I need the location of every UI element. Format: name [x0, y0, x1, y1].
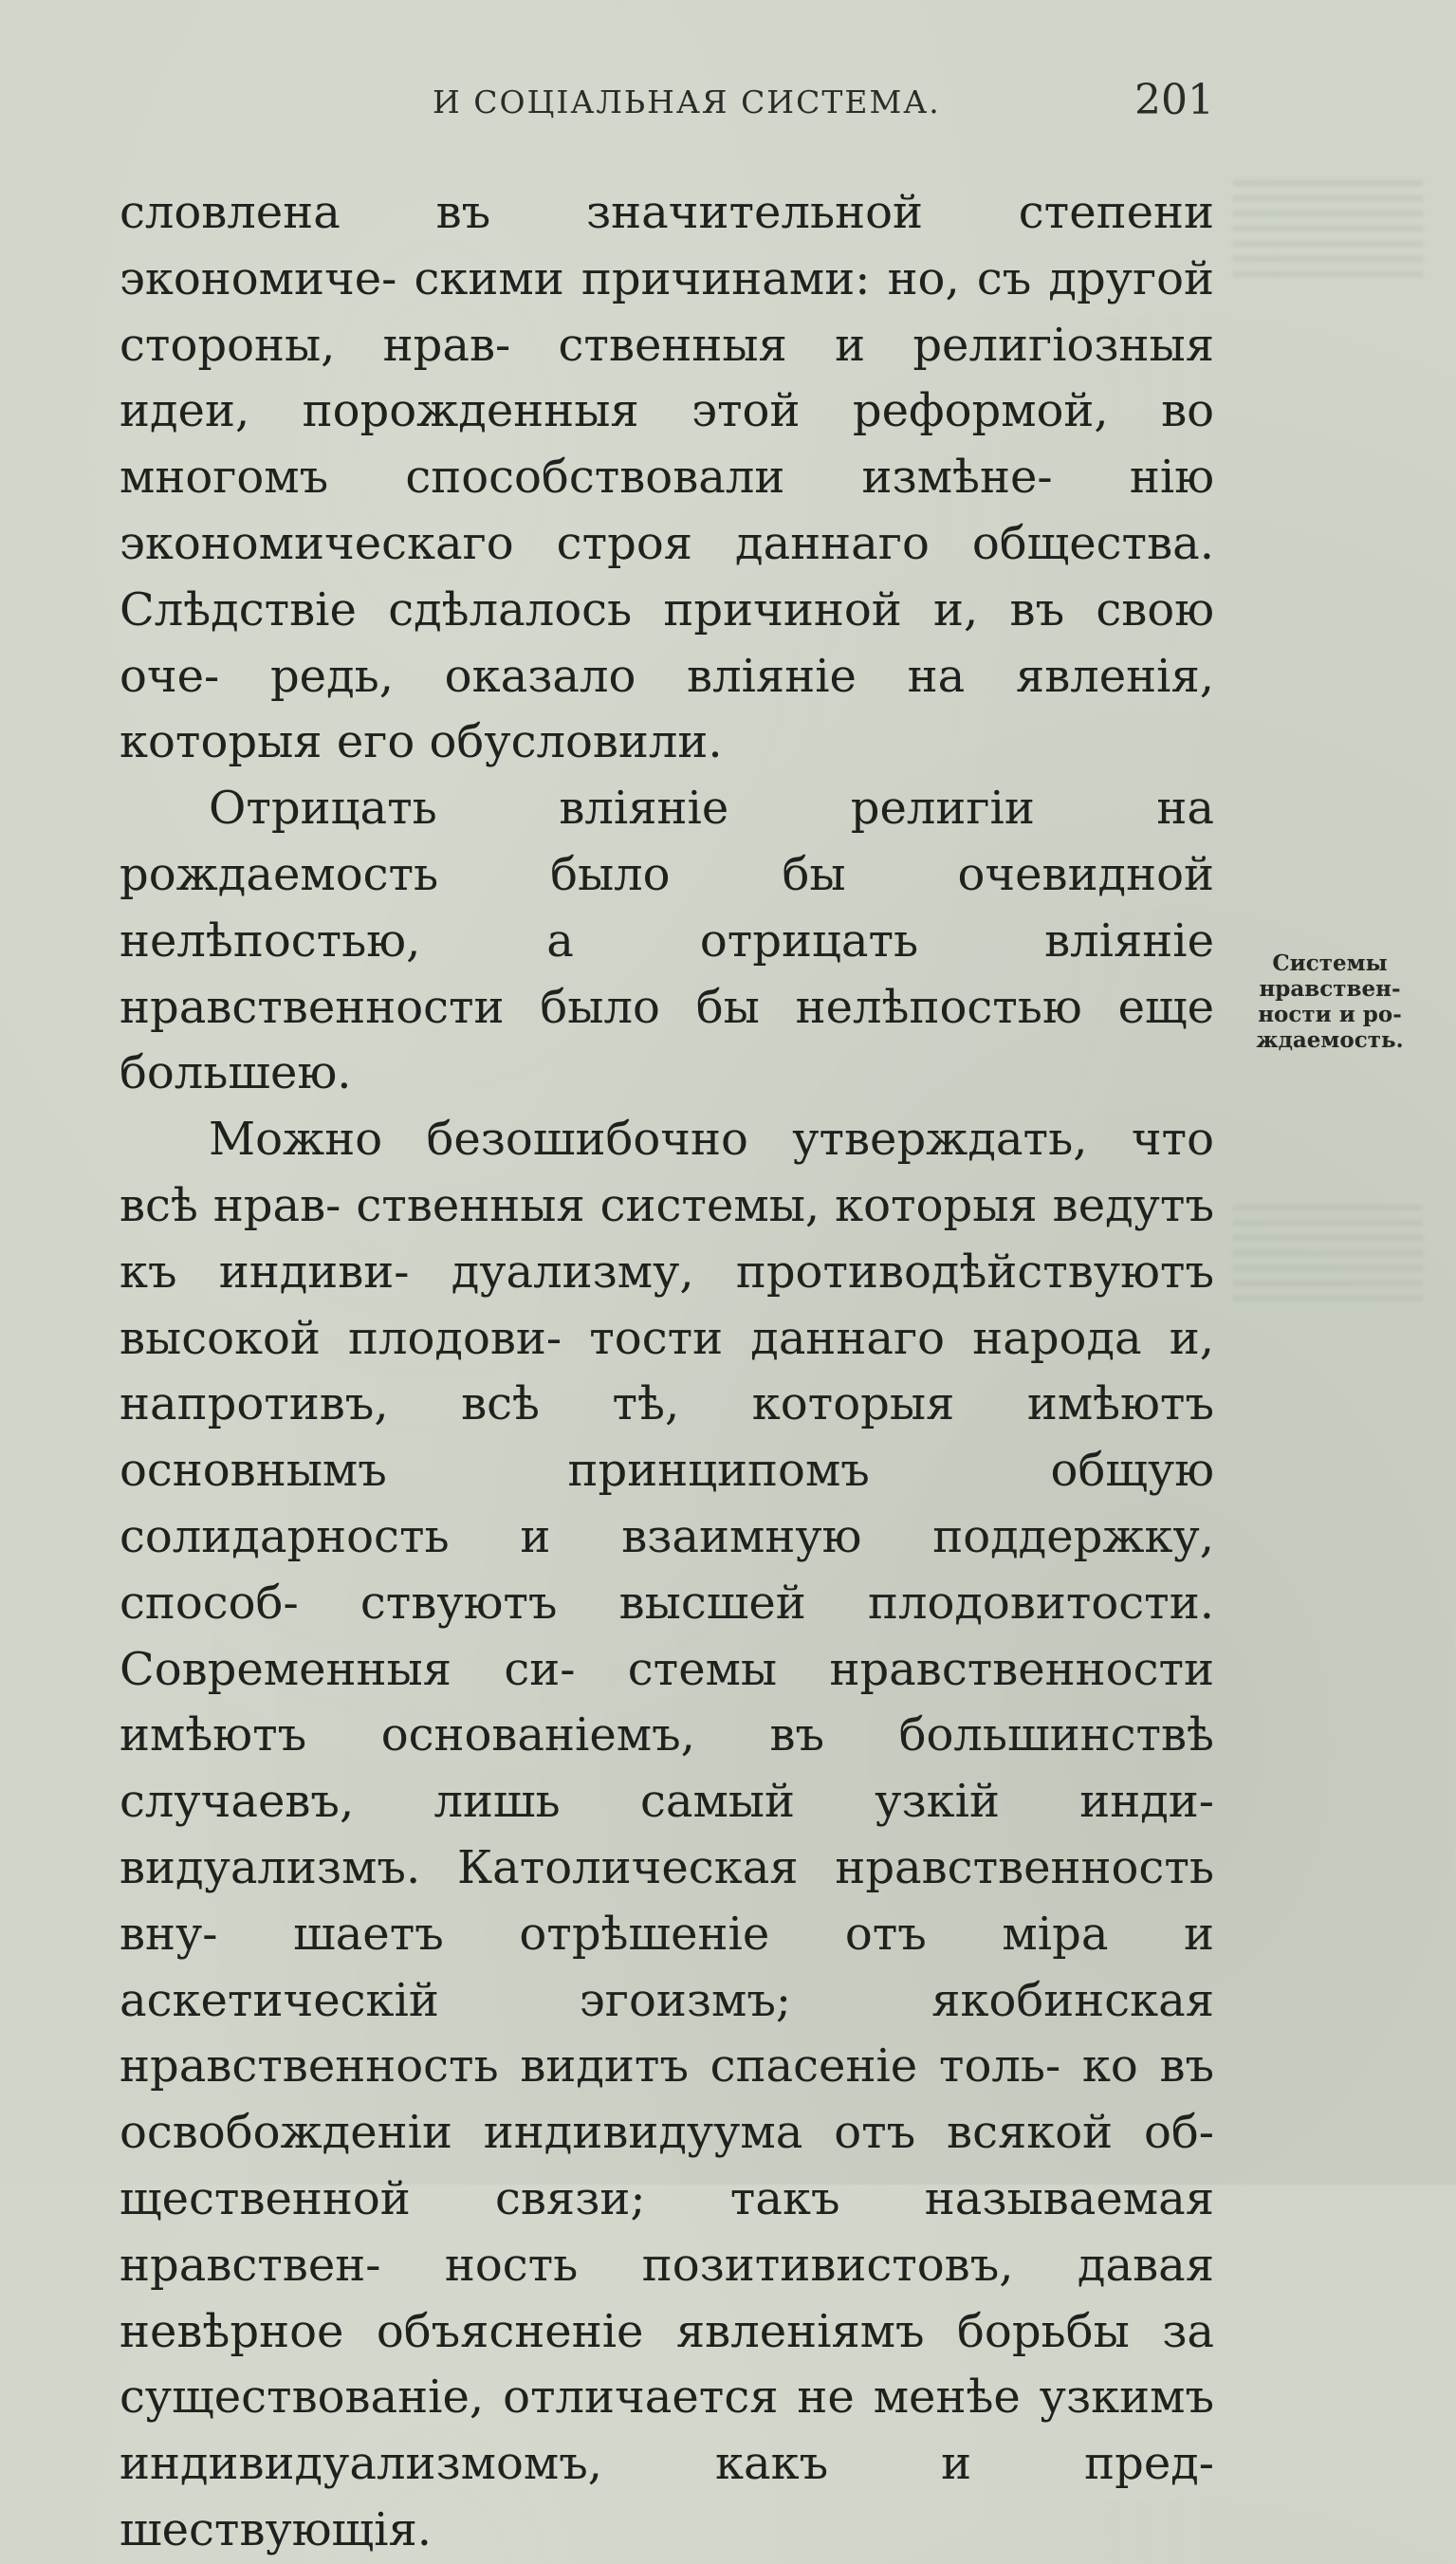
text-line: якобинская нравственность видитъ спасеніе толь- [120, 1973, 1214, 2094]
text-line: обусловили. [429, 715, 723, 769]
text-line: реформой, во многомъ способствовали измѣне- [120, 384, 1214, 505]
text-line: шествующія. [120, 2502, 433, 2556]
margin-note-line: ждаемость. [1256, 1027, 1404, 1053]
text-line: ствуютъ высшей плодовитости. Современныя си- [120, 1576, 1214, 1696]
text-line: видуализмъ. Католическая нравственность вну- [120, 1840, 1214, 1961]
body-text [120, 180, 1214, 2564]
text-line: не менѣе узкимъ индивидуализмомъ, какъ и пред- [120, 2370, 1214, 2491]
text-line: Слѣдствіе сдѣлалось причиной и, въ свою оче- [120, 582, 1214, 703]
text-line: стемы нравственности имѣютъ основаніемъ, въ [120, 1642, 1214, 1762]
text-line: ственныя и религіозныя идеи, порожденныя этой [120, 318, 1214, 438]
paragraph [120, 776, 1214, 1107]
text-line: щественной связи; такъ называемая нравствен- [120, 2171, 1214, 2292]
text-line: тости даннаго народа и, напротивъ, всѣ тѣ, [120, 1311, 1214, 1431]
margin-note-line: ности и ро- [1258, 1002, 1402, 1027]
text-line: дуализму, противодѣйствуютъ высокой плодови- [120, 1245, 1214, 1365]
text-line: большинствѣ случаевъ, лишь самый узкій инди- [120, 1708, 1214, 1829]
show-through-text [1233, 1205, 1423, 1309]
text-line: редь, оказало вліяніе на явленія, которыя его [120, 649, 1214, 769]
text-line: ко въ освобожденіи индивидуума отъ всякой об- [120, 2039, 1215, 2160]
running-title: И СОЦІАЛЬНАЯ СИСТЕМА. [433, 83, 941, 120]
text-line: еще большею. [120, 980, 1214, 1100]
page-number: 201 [1134, 76, 1214, 124]
text-line: было бы очевидной нелѣпостью, а отрицать [120, 847, 1214, 968]
margin-note [1229, 950, 1430, 1053]
text-line: солидарность и взаимную поддержку, способ- [120, 1509, 1214, 1630]
show-through-text [1233, 180, 1423, 285]
text-line: которыя имѣютъ основнымъ принципомъ общую [120, 1377, 1214, 1498]
margin-note-line: Системы [1272, 950, 1388, 976]
text-line: ность позитивистовъ, давая невѣрное объясненіе [120, 2238, 1214, 2358]
text-line: Отрицать вліяніе религіи на рождаемость [120, 782, 1214, 901]
paragraph [120, 1107, 1214, 2564]
text-line: шаетъ отрѣшеніе отъ міра и аскетическій эгоизмъ; [120, 1907, 1214, 2027]
text-line: нію экономическаго строя даннаго общества. [120, 451, 1214, 570]
text-line: словлена въ значительной степени экономиче- [120, 186, 1214, 305]
text-line: ственныя системы, которыя ведутъ къ индиви- [120, 1178, 1215, 1299]
text-line: вліяніе нравственности было бы нелѣпостью [120, 913, 1214, 1034]
text-line: скими причинами: но, съ другой стороны, нрав- [120, 251, 1214, 372]
paragraph [120, 180, 1214, 776]
text-line: явленіямъ борьбы за существованіе, отличается [120, 2304, 1214, 2425]
text-line: Можно безошибочно утверждать, что всѣ нрав- [120, 1113, 1214, 1232]
margin-note-line: нравствен- [1259, 976, 1401, 1002]
